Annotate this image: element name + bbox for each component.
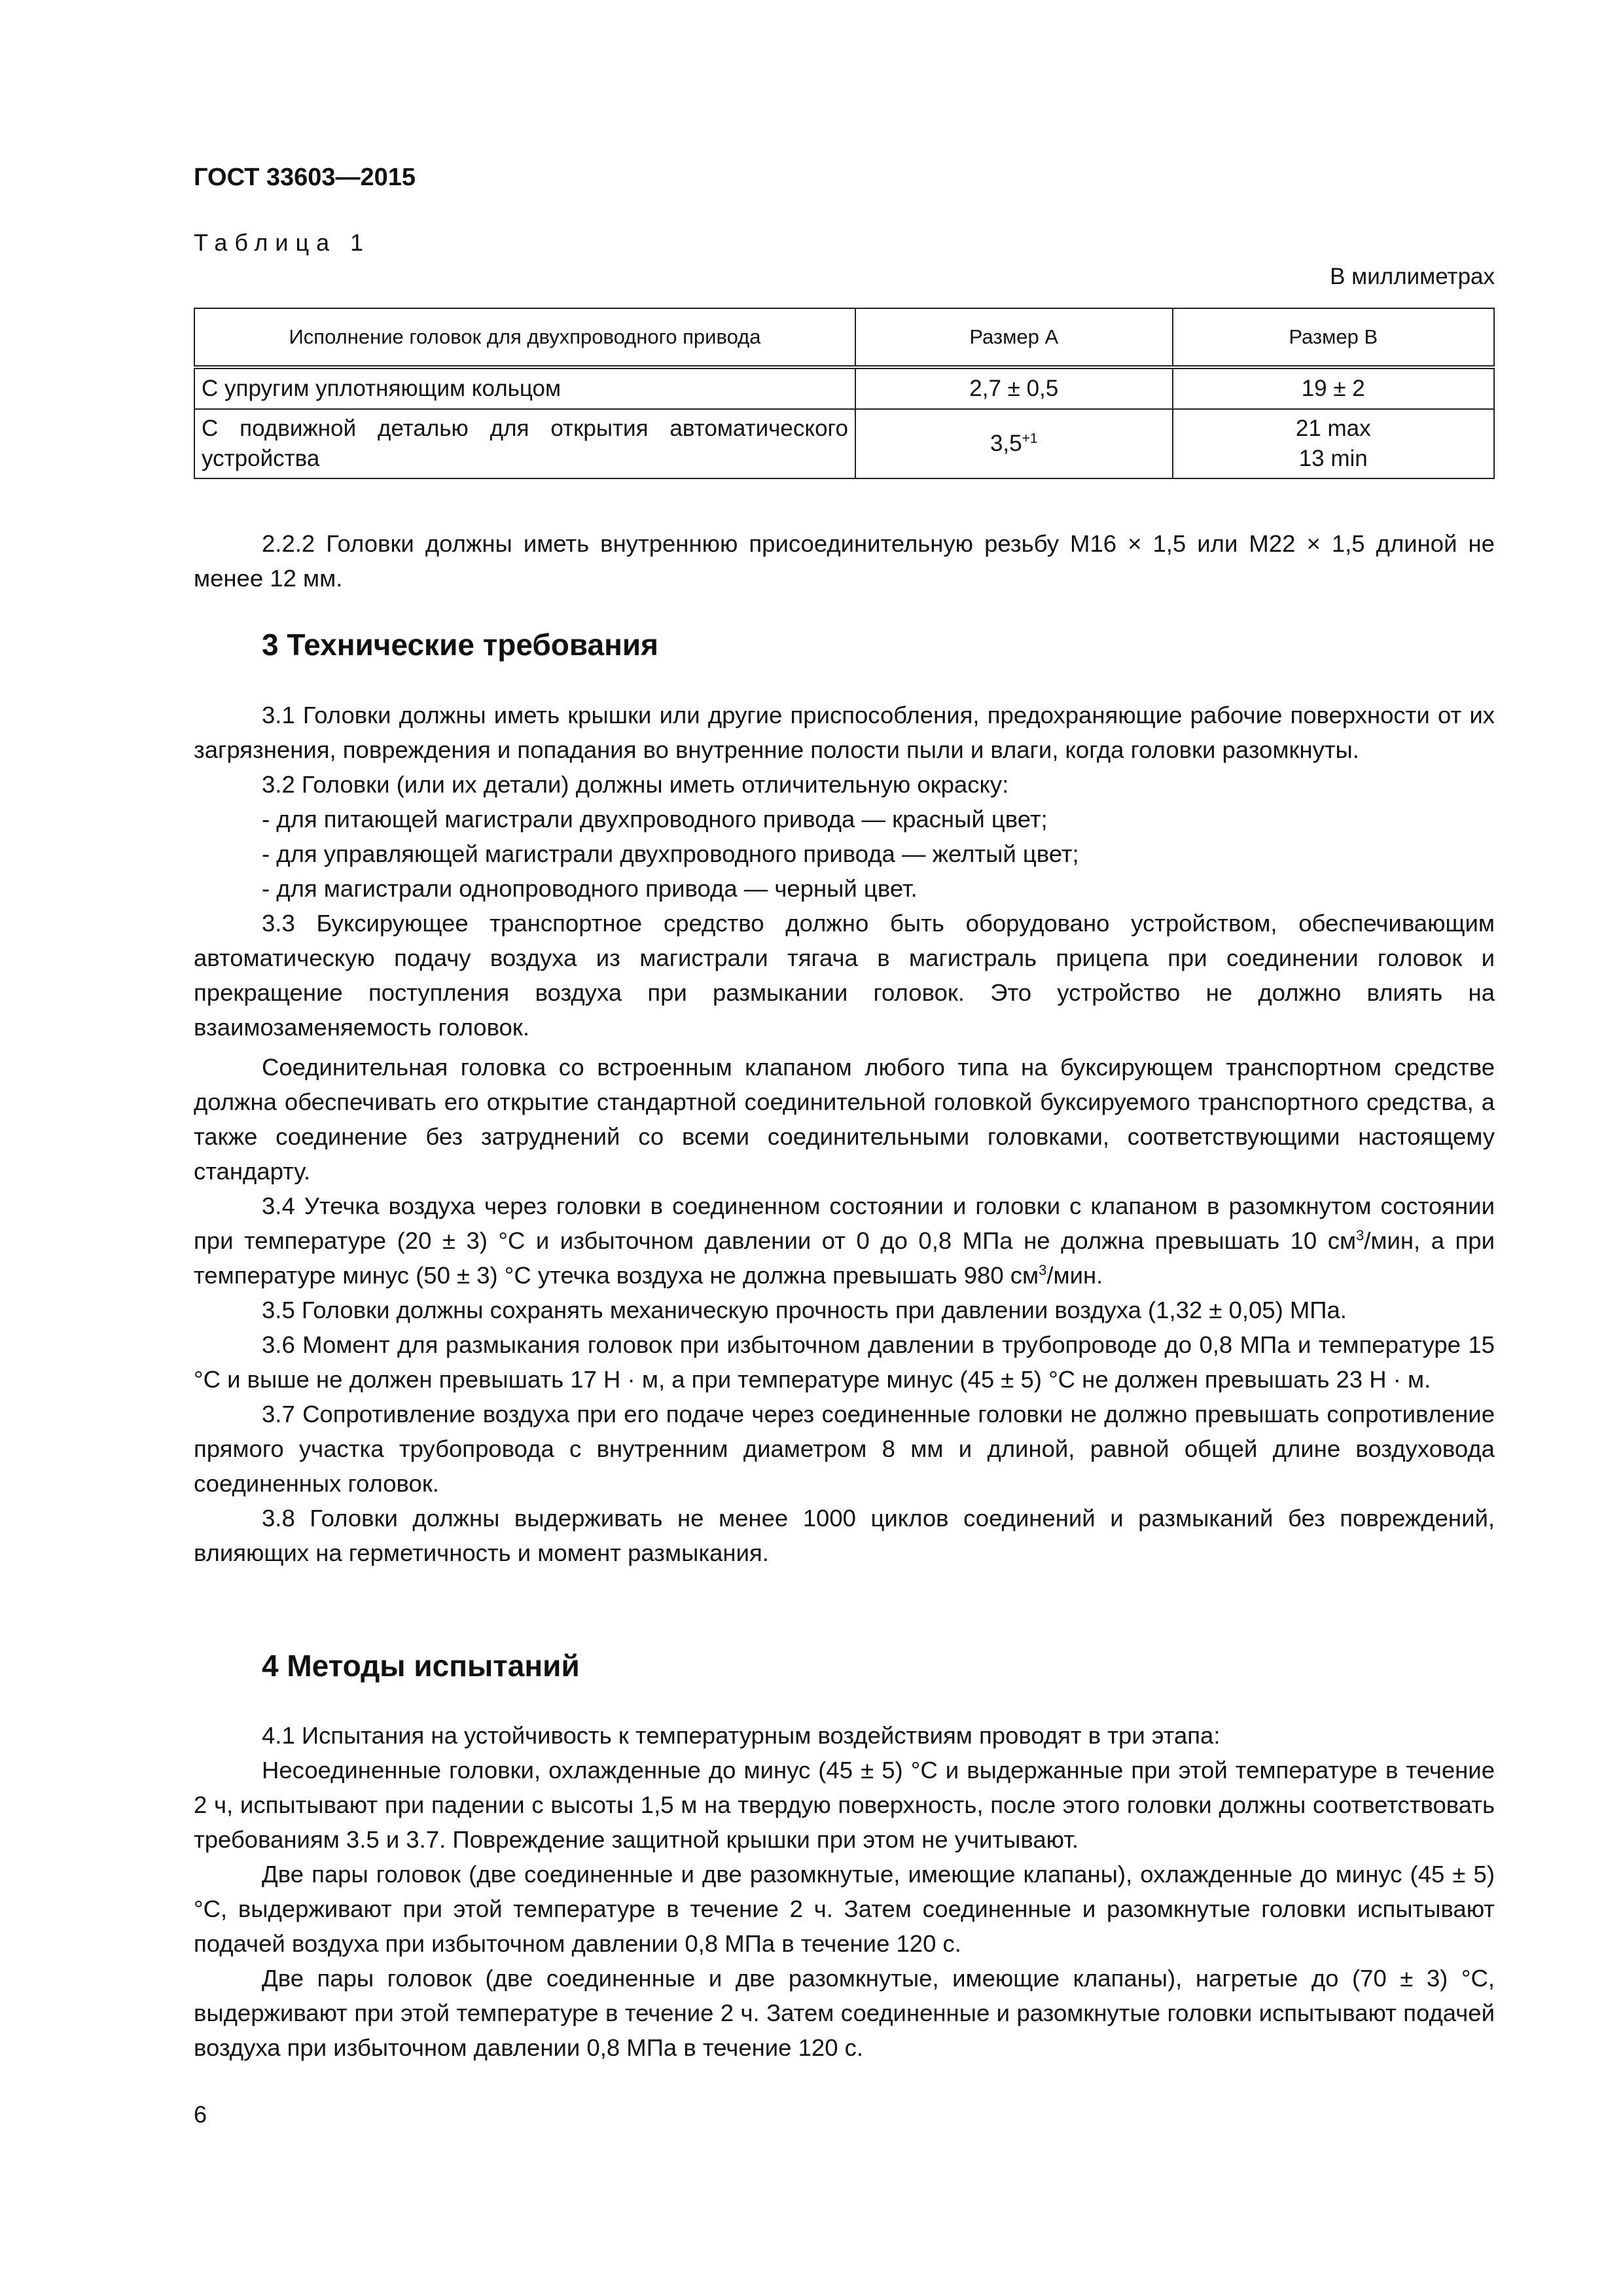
table-row <box>194 409 1494 478</box>
superscript-3: 3 <box>1356 1227 1364 1244</box>
paragraph-4-1-stage-2: Две пары головок (две соединенные и две разомкнутые, имеющие клапаны), охлажденные до минус (45 ± 5) °С, выдерживают при этой температуре в течение 2 ч. Затем соединенные и разомкнутые головки испытывают подачей воздуха при избыточном давлении 0,8 МПа в течение 120 с. <box>194 1861 1495 1957</box>
cell-design: С подвижной деталью для открытия автоматического устройства <box>194 409 855 478</box>
cell-size-b: 19 ± 2 <box>1173 367 1495 409</box>
table-units: В миллиметрах <box>1330 264 1495 289</box>
paragraph-3-6: 3.6 Момент для размыкания головок при избыточном давлении в трубопроводе до 0,8 МПа и температуре 15 °С и выше не должен превышать 17 Н · м, а при температуре минус (45 ± 5) °С не должен превышать 23 Н · м. <box>194 1331 1495 1393</box>
cell-size-b-max: 21 max <box>1295 416 1371 441</box>
paragraph-3-4 <box>194 1189 1495 1293</box>
paragraph-3-8: 3.8 Головки должны выдерживать не менее 1000 циклов соединений и размыканий без повреждений, влияющих на герметичность и момент размыкания. <box>194 1505 1495 1566</box>
paragraph-4-1: 4.1 Испытания на устойчивость к температурным воздействиям проводят в три этапа: <box>262 1722 1221 1749</box>
body-text-block-3 <box>194 1718 1495 2065</box>
table-1 <box>194 308 1495 479</box>
section-4-heading: 4 Методы испытаний <box>262 1649 580 1683</box>
paragraph-3-3: 3.3 Буксирующее транспортное средство должно быть оборудовано устройством, обеспечивающим автоматическую подачу воздуха из магистрали тягача в магистраль прицепа при соединении головок и прекращение поступления воздуха при размыкании головок. Это устройство не должно влиять на взаимозаменяемость головок. <box>194 910 1495 1041</box>
body-text-block-1 <box>194 526 1495 596</box>
cell-size-a <box>855 409 1173 478</box>
page-number: 6 <box>194 2101 207 2128</box>
standard-header: ГОСТ 33603—2015 <box>194 164 416 191</box>
list-item: - для питающей магистрали двухпроводного привода — красный цвет; <box>262 806 1048 833</box>
section-3-block <box>194 627 1495 662</box>
table-row <box>194 367 1494 409</box>
header-cell-size-a: Размер А <box>855 308 1173 367</box>
section-4-block <box>194 1648 1495 1683</box>
paragraph-3-1: 3.1 Головки должны иметь крышки или другие приспособления, предохраняющие рабочие поверхности от их загрязнения, повреждения и попадания во внутренние полости пыли и влаги, когда головки разомкнуты. <box>194 702 1495 763</box>
paragraph-3-3-continued: Соединительная головка со встроенным клапаном любого типа на буксирующем транспортном средстве должна обеспечивать его открытие стандартной соединительной головкой буксируемого транспортного средства, а также соединение без затруднений со всеми соединительными головками, соответствующими настоящему стандарту. <box>194 1054 1495 1185</box>
header-cell-size-b: Размер В <box>1173 308 1495 367</box>
section-3-heading: 3 Технические требования <box>262 628 658 662</box>
paragraph-3-5: 3.5 Головки должны сохранять механическую прочность при давлении воздуха (1,32 ± 0,05) МПа. <box>262 1297 1347 1323</box>
list-item: - для управляющей магистрали двухпроводного привода — желтый цвет; <box>262 840 1079 867</box>
paragraph-3-2: 3.2 Головки (или их детали) должны иметь отличительную окраску: <box>262 771 1009 798</box>
paragraph-3-4-text-1: 3.4 Утечка воздуха через головки в соединенном состоянии и головки с клапаном в разомкнутом состоянии при температуре (20 ± 3) °С и избыточном давлении от 0 до 0,8 МПа не должна превышать 10 см <box>194 1193 1495 1254</box>
paragraph-3-4-text-3: /мин. <box>1046 1262 1103 1289</box>
header-cell-design: Исполнение головок для двухпроводного привода <box>194 308 855 367</box>
cell-size-a-tolerance: +1 <box>1022 431 1038 446</box>
cell-size-a: 2,7 ± 0,5 <box>855 367 1173 409</box>
cell-size-b-min: 13 min <box>1298 446 1368 471</box>
superscript-3: 3 <box>1039 1261 1047 1278</box>
cell-design: С упругим уплотняющим кольцом <box>194 367 855 409</box>
cell-size-b <box>1173 409 1495 478</box>
table-header-row <box>194 308 1494 367</box>
paragraph-3-7: 3.7 Сопротивление воздуха при его подаче через соединенные головки не должно превышать сопротивление прямого участка трубопровода с внутренним диаметром 8 мм и длиной, равной общей длине воздуховода соединенных головок. <box>194 1401 1495 1497</box>
paragraph-3-4-text-2: /мин, а при температуре минус (50 ± 3) °С утечка воздуха не должна превышать 980 см <box>194 1227 1495 1289</box>
cell-size-a-value: 3,5 <box>990 431 1022 456</box>
list-item: - для магистрали однопроводного привода — черный цвет. <box>262 875 918 902</box>
paragraph-4-1-stage-1: Несоединенные головки, охлажденные до минус (45 ± 5) °С и выдержанные при этой температуре в течение 2 ч, испытывают при падении с высоты 1,5 м на твердую поверхность, после этого головки должны соответствовать требованиям 3.5 и 3.7. Повреждение защитной крышки при этом не учитывают. <box>194 1757 1495 1853</box>
paragraph-2-2-2: 2.2.2 Головки должны иметь внутреннюю присоединительную резьбу М16 × 1,5 или М22 × 1,5 длиной не менее 12 мм. <box>194 530 1495 592</box>
table-title: Таблица 1 <box>194 229 371 256</box>
body-text-block-2 <box>194 698 1495 1570</box>
paragraph-4-1-stage-3: Две пары головок (две соединенные и две разомкнутые, имеющие клапаны), нагретые до (70 ± 3) °С, выдерживают при этой температуре в течение 2 ч. Затем соединенные и разомкнутые головки испытывают подачей воздуха при избыточном давлении 0,8 МПа в течение 120 с. <box>194 1965 1495 2061</box>
